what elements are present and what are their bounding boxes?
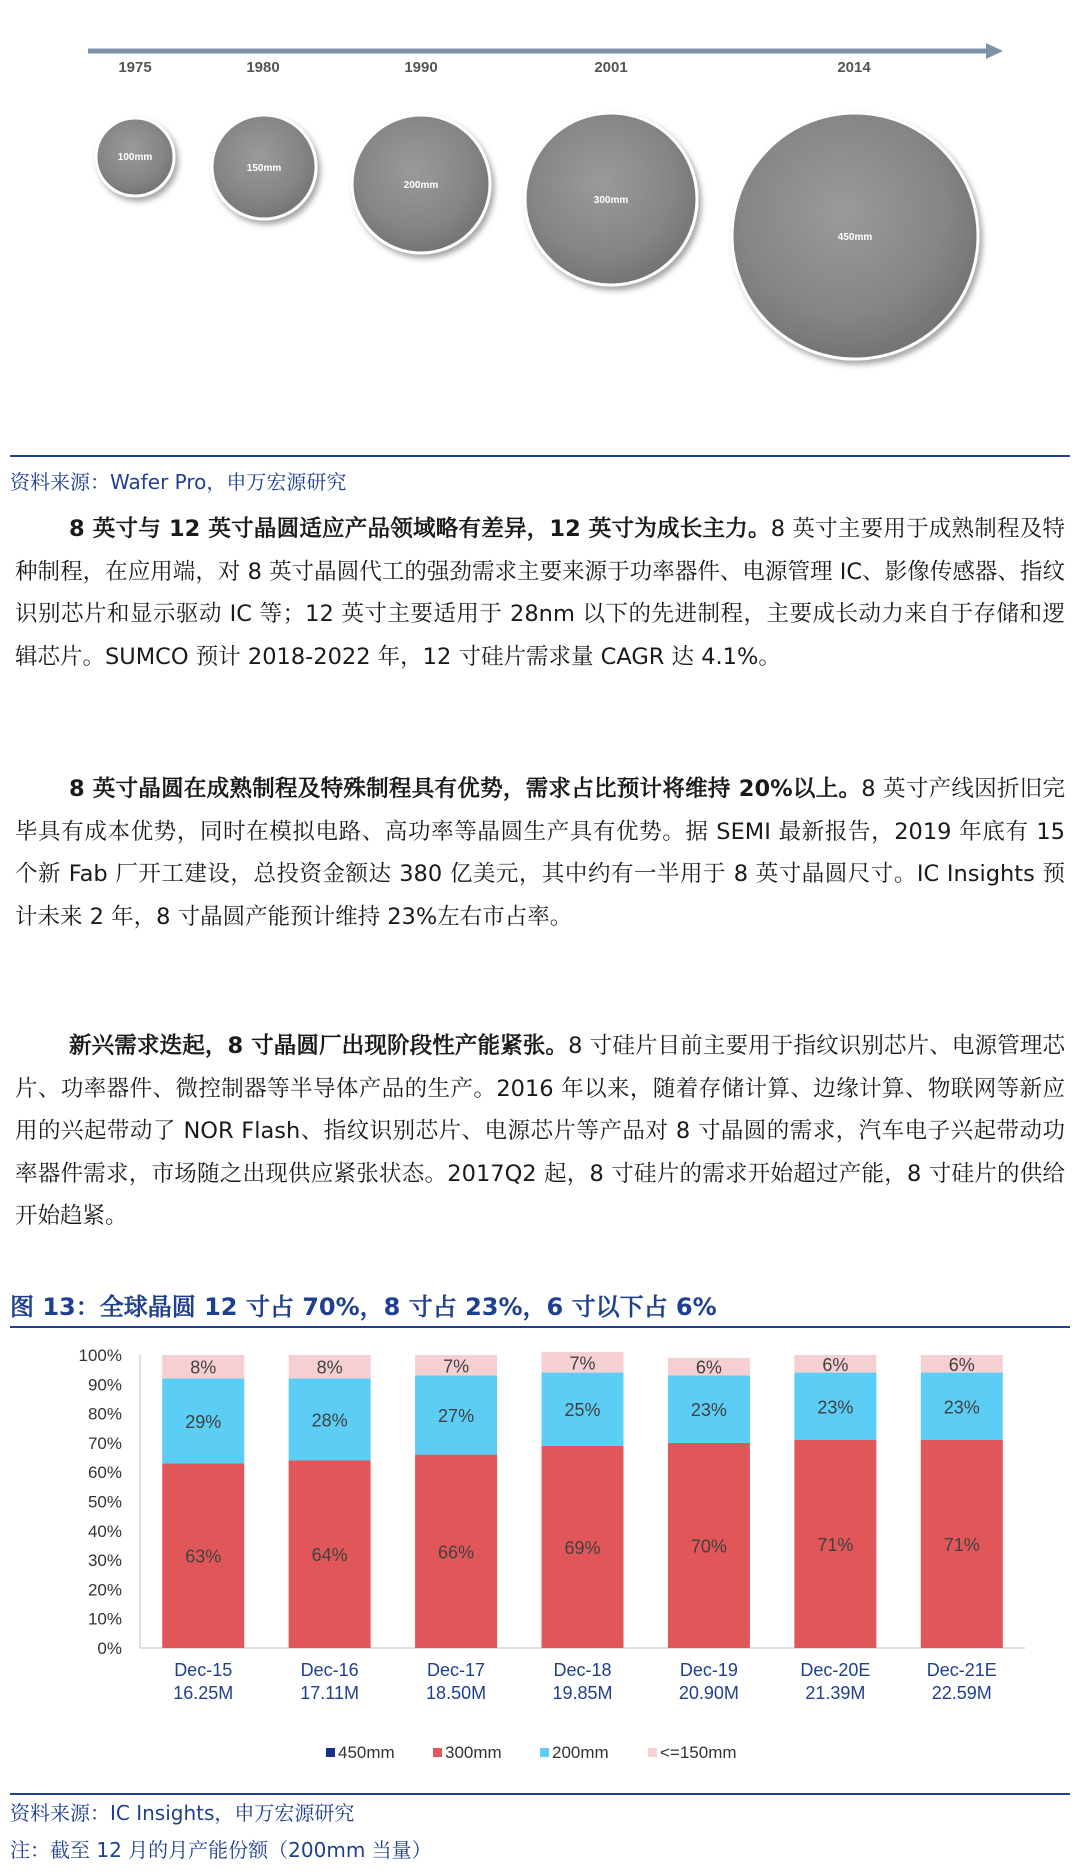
x-category-label: Dec-20E	[800, 1660, 871, 1680]
chart-note: 注：截至 12 月的月产能份额（200mm 当量）	[10, 1838, 432, 1862]
legend-label: 200mm	[552, 1743, 609, 1762]
timeline-arrowhead	[986, 43, 1003, 59]
y-tick-label: 20%	[87, 1580, 122, 1600]
x-category-sublabel: 17.11M	[300, 1683, 359, 1703]
year-label: 1980	[246, 59, 280, 76]
paragraph-lead: 8 英寸晶圆在成熟制程及特殊制程具有优势，需求占比预计将维持 20%以上。	[69, 776, 862, 802]
data-label: 71%	[817, 1534, 854, 1555]
year-label: 2001	[594, 59, 628, 76]
legend-label: 300mm	[445, 1743, 502, 1762]
data-label: 71%	[943, 1534, 980, 1555]
figure-bottom-divider	[10, 1793, 1070, 1795]
wafer-size-timeline-figure	[0, 0, 1080, 440]
data-label: 66%	[438, 1542, 475, 1563]
y-tick-label: 70%	[87, 1433, 122, 1453]
data-label: 6%	[695, 1357, 722, 1378]
year-label: 2014	[837, 59, 871, 76]
paragraph-body: 8 英寸产线因折旧完毕具有成本优势，同时在模拟电路、高功率等晶圆生产具有优势。据 SEMI 最新报告，2019 年底有 15 个新 Fab 厂开工建设，总投资金额达 380 亿美元，其中约有一半用于 8 英寸晶圆尺寸。IC Insights 预计未来 2 年，8 寸晶圆产能预计维持 23%左右市占率。	[15, 776, 1066, 930]
wafer-label: 200mm	[403, 180, 439, 191]
data-label: 28%	[311, 1410, 348, 1431]
y-tick-label: 0%	[97, 1639, 122, 1658]
figure-title-divider	[10, 1326, 1070, 1328]
y-tick-label: 10%	[87, 1609, 122, 1629]
chart-source: 资料来源：IC Insights，申万宏源研究	[10, 1801, 355, 1825]
x-category-label: Dec-17	[427, 1660, 486, 1680]
x-category-label: Dec-15	[174, 1660, 233, 1680]
data-label: 8%	[316, 1357, 343, 1378]
figure-source: 资料来源：Wafer Pro，申万宏源研究	[10, 470, 347, 494]
data-label: 8%	[190, 1357, 217, 1378]
paragraph-lead: 8 英寸与 12 英寸晶圆适应产品领域略有差异，12 英寸为成长主力。	[69, 516, 771, 542]
wafer-label: 450mm	[837, 232, 873, 243]
x-category-sublabel: 22.59M	[931, 1683, 992, 1703]
data-label: 63%	[185, 1546, 222, 1567]
legend-label: 450mm	[338, 1743, 395, 1762]
stacked-bar-chart	[0, 1330, 1080, 1770]
data-label: 23%	[690, 1400, 727, 1421]
y-tick-label: 40%	[87, 1521, 122, 1541]
wafer-label: 300mm	[593, 195, 629, 206]
x-category-sublabel: 18.50M	[426, 1683, 487, 1703]
x-category-label: Dec-16	[300, 1660, 359, 1680]
figure-title: 图 13：全球晶圆 12 寸占 70%，8 寸占 23%，6 寸以下占 6%	[10, 1293, 717, 1321]
data-label: 25%	[564, 1400, 601, 1421]
paragraph	[15, 1025, 1065, 1238]
x-category-sublabel: 16.25M	[173, 1683, 234, 1703]
y-tick-label: 80%	[87, 1404, 122, 1424]
x-category-label: Dec-18	[553, 1660, 612, 1680]
data-label: 6%	[822, 1354, 849, 1375]
y-tick-label: 30%	[87, 1551, 122, 1571]
paragraph-body: 8 英寸主要用于成熟制程及特种制程，在应用端，对 8 英寸晶圆代工的强劲需求主要来源于功率器件、电源管理 IC、影像传感器、指纹识别芯片和显示驱动 IC 等；12 英寸主要适用于 28nm 以下的先进制程，主要成长动力来自于存储和逻辑芯片。SUMCO 预计 2018-2022 年，12 寸硅片需求量 CAGR 达 4.1%。	[15, 516, 1065, 670]
paragraph-lead: 新兴需求迭起，8 寸晶圆厂出现阶段性产能紧张。	[69, 1033, 569, 1059]
wafer-label: 100mm	[117, 152, 153, 163]
x-category-label: Dec-21E	[926, 1660, 997, 1680]
paragraph	[15, 768, 1065, 938]
legend-swatch	[326, 1748, 335, 1757]
legend-swatch	[540, 1748, 549, 1757]
year-label: 1975	[118, 59, 152, 76]
section-divider	[10, 455, 1070, 457]
legend-label: <=150mm	[660, 1743, 737, 1762]
data-label: 7%	[569, 1353, 596, 1374]
y-tick-label: 60%	[87, 1463, 122, 1483]
y-tick-label: 100%	[78, 1346, 122, 1365]
legend-swatch	[433, 1748, 442, 1757]
y-tick-label: 90%	[87, 1375, 122, 1395]
data-label: 64%	[311, 1545, 348, 1566]
legend-swatch	[648, 1748, 657, 1757]
data-label: 23%	[817, 1397, 854, 1418]
data-label: 29%	[185, 1411, 222, 1432]
x-category-sublabel: 19.85M	[552, 1683, 613, 1703]
paragraph	[15, 508, 1065, 678]
wafer-label: 150mm	[246, 163, 282, 174]
paragraph-body: 8 寸硅片目前主要用于指纹识别芯片、电源管理芯片、功率器件、微控制器等半导体产品的生产。2016 年以来，随着存储计算、边缘计算、物联网等新应用的兴起带动了 NOR Flash、指纹识别芯片、电源芯片等产品对 8 寸晶圆的需求，汽车电子兴起带动功率器件需求，市场随之出现供应紧张状态。2017Q2 起，8 寸硅片的需求开始超过产能，8 寸硅片的供给开始趋紧。	[15, 1033, 1065, 1229]
data-label: 69%	[564, 1537, 601, 1558]
data-label: 70%	[690, 1536, 727, 1557]
data-label: 6%	[948, 1354, 975, 1375]
data-label: 23%	[943, 1397, 980, 1418]
data-label: 27%	[438, 1406, 475, 1427]
y-tick-label: 50%	[87, 1492, 122, 1512]
x-category-sublabel: 20.90M	[678, 1683, 739, 1703]
x-category-label: Dec-19	[679, 1660, 738, 1680]
year-label: 1990	[404, 59, 438, 76]
x-category-sublabel: 21.39M	[805, 1683, 866, 1703]
data-label: 7%	[443, 1356, 470, 1377]
